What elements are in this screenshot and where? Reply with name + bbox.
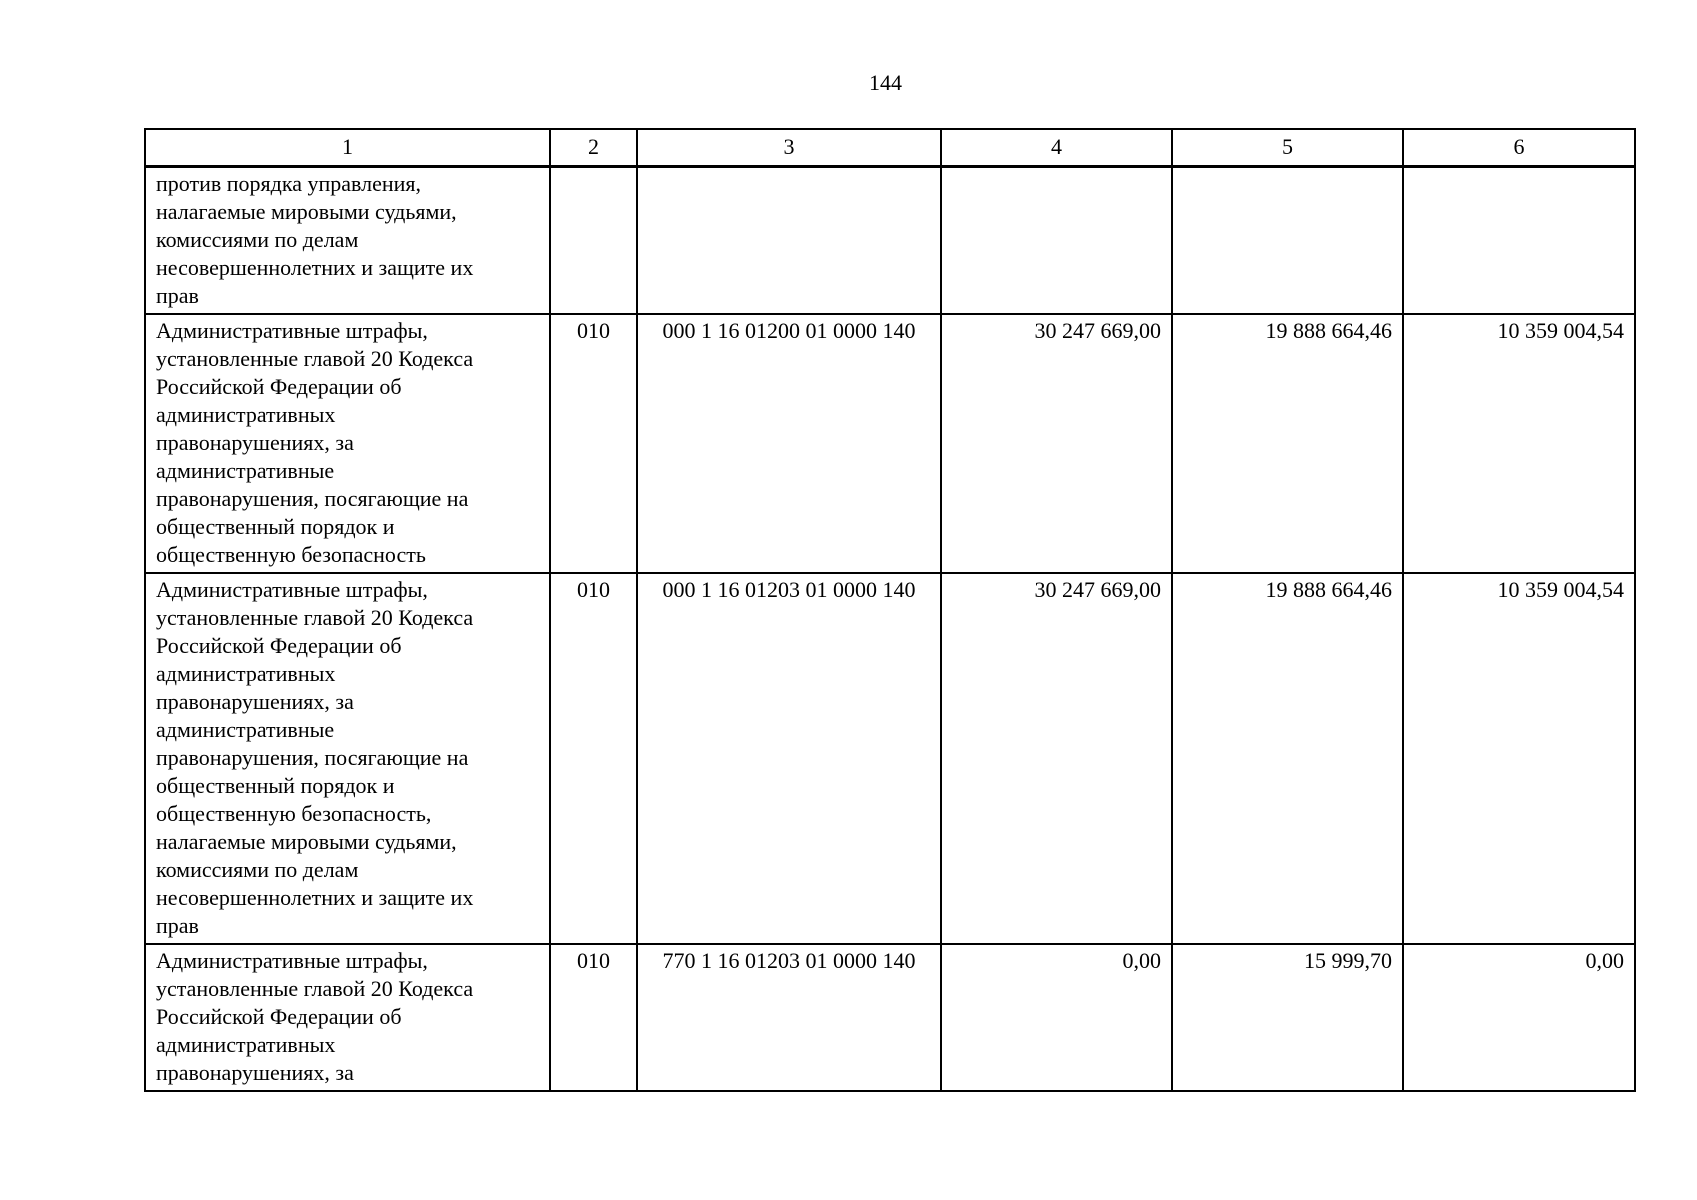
name-line: административные xyxy=(156,717,335,742)
column-header-5: 5 xyxy=(1172,129,1403,167)
row-value-4-cell: 30 247 669,00 xyxy=(941,314,1172,573)
name-line: несовершеннолетних и защите их xyxy=(156,885,474,910)
row-name-cell xyxy=(145,314,550,573)
row-budget-code-cell: 000 1 16 01200 01 0000 140 xyxy=(637,314,941,573)
name-line: административных xyxy=(156,402,336,427)
name-line: общественную безопасность, xyxy=(156,801,432,826)
name-line: административных xyxy=(156,1032,336,1057)
name-line: правонарушениях, за xyxy=(156,1060,354,1085)
row-value-5-cell: 19 888 664,46 xyxy=(1172,314,1403,573)
name-line: Административные штрафы, xyxy=(156,948,428,973)
name-line: против порядка управления, xyxy=(156,171,422,196)
name-line: общественную безопасность xyxy=(156,542,426,567)
table-row xyxy=(145,314,1635,573)
name-line: правонарушения, посягающие на xyxy=(156,486,469,511)
column-header-4: 4 xyxy=(941,129,1172,167)
row-value-6-cell: 0,00 xyxy=(1403,944,1635,1091)
row-name-cell xyxy=(145,944,550,1091)
name-line: правонарушения, посягающие на xyxy=(156,745,469,770)
row-value-6-cell xyxy=(1403,167,1635,315)
row-budget-code-cell xyxy=(637,167,941,315)
row-budget-code-cell: 770 1 16 01203 01 0000 140 xyxy=(637,944,941,1091)
name-line: административных xyxy=(156,661,336,686)
row-budget-code-cell: 000 1 16 01203 01 0000 140 xyxy=(637,573,941,944)
name-line: Российской Федерации об xyxy=(156,633,402,658)
column-header-3: 3 xyxy=(637,129,941,167)
name-line: Административные штрафы, xyxy=(156,318,428,343)
row-value-5-cell: 19 888 664,46 xyxy=(1172,573,1403,944)
name-line: налагаемые мировыми судьями, xyxy=(156,199,457,224)
name-line: комиссиями по делам xyxy=(156,857,359,882)
row-name-cell xyxy=(145,573,550,944)
row-value-5-cell: 15 999,70 xyxy=(1172,944,1403,1091)
name-line: административные xyxy=(156,458,335,483)
name-line: правонарушениях, за xyxy=(156,689,354,714)
table-row xyxy=(145,573,1635,944)
name-line: установленные главой 20 Кодекса xyxy=(156,346,474,371)
name-line: прав xyxy=(156,283,199,308)
name-line: общественный порядок и xyxy=(156,773,395,798)
column-header-1: 1 xyxy=(145,129,550,167)
name-line: общественный порядок и xyxy=(156,514,395,539)
row-value-4-cell: 30 247 669,00 xyxy=(941,573,1172,944)
name-line: комиссиями по делам xyxy=(156,227,359,252)
name-line: прав xyxy=(156,913,199,938)
name-line: Российской Федерации об xyxy=(156,1004,402,1029)
row-value-4-cell: 0,00 xyxy=(941,944,1172,1091)
row-value-4-cell xyxy=(941,167,1172,315)
column-header-2: 2 xyxy=(550,129,637,167)
row-line-code-cell xyxy=(550,167,637,315)
table-row xyxy=(145,167,1635,315)
row-line-code-cell: 010 xyxy=(550,314,637,573)
column-header-6: 6 xyxy=(1403,129,1635,167)
row-line-code-cell: 010 xyxy=(550,944,637,1091)
row-value-6-cell: 10 359 004,54 xyxy=(1403,314,1635,573)
row-value-6-cell: 10 359 004,54 xyxy=(1403,573,1635,944)
name-line: несовершеннолетних и защите их xyxy=(156,255,474,280)
table-row xyxy=(145,944,1635,1091)
row-value-5-cell xyxy=(1172,167,1403,315)
report-table xyxy=(144,128,1636,1092)
row-name-cell xyxy=(145,167,550,315)
name-line: установленные главой 20 Кодекса xyxy=(156,605,474,630)
column-number-row xyxy=(145,129,1635,167)
name-line: Российской Федерации об xyxy=(156,374,402,399)
page-number: 144 xyxy=(869,70,902,95)
name-line: правонарушениях, за xyxy=(156,430,354,455)
name-line: установленные главой 20 Кодекса xyxy=(156,976,474,1001)
name-line: Административные штрафы, xyxy=(156,577,428,602)
row-line-code-cell: 010 xyxy=(550,573,637,944)
name-line: налагаемые мировыми судьями, xyxy=(156,829,457,854)
